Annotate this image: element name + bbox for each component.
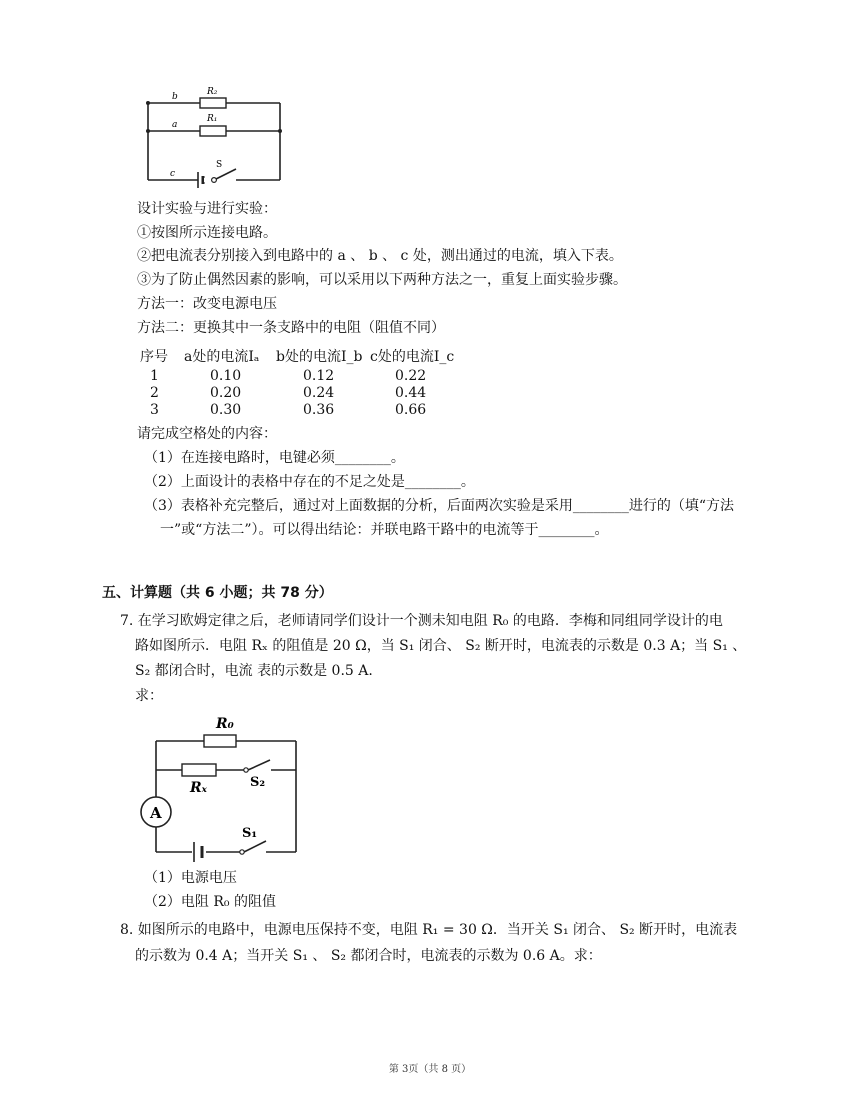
section-title: 五、计算题（共 6 小题；共 78 分） (102, 585, 333, 601)
table-cell: 3 (150, 402, 159, 418)
circuit-diagram-ohm (138, 712, 308, 862)
label-s1: S₁ (242, 826, 258, 841)
question-2: （2）上面设计的表格中存在的不足之处是________。 (144, 474, 475, 490)
table-cell: 2 (150, 385, 159, 401)
label-b: b (172, 92, 178, 102)
method-1: 方法一：改变电源电压 (137, 296, 277, 312)
step-1: ①按图所示连接电路。 (137, 225, 277, 241)
label-rx: Rₓ (190, 780, 207, 796)
q7-ask: 求： (135, 688, 163, 704)
resistor-r1 (200, 126, 226, 136)
q7-line2: 路如图所示．电阻 Rₓ 的阻值是 20 Ω，当 S₁ 闭合、 S₂ 断开时，电流表的示数是 0.3 A；当 S₁ 、 (135, 638, 747, 654)
label-r0: R₀ (216, 716, 234, 732)
table-cell: 0.20 (210, 385, 242, 401)
experiment-heading: 设计实验与进行实验： (137, 201, 277, 217)
table-header-ib: b处的电流I_b (276, 349, 363, 365)
table-cell: 0.30 (210, 402, 242, 418)
q8-line2: 的示数为 0.4 A；当开关 S₁ 、 S₂ 都闭合时，电流表的示数为 0.6 A。求： (135, 948, 602, 964)
q8-line1: 8. 如图所示的电路中，电源电压保持不变，电阻 R₁ = 30 Ω．当开关 S₁ 闭合、 S₂ 断开时，电流表 (120, 922, 738, 938)
table-cell: 1 (150, 368, 159, 384)
q7-line1: 7. 在学习欧姆定律之后，老师请同学们设计一个测未知电阻 R₀ 的电路．李梅和同组同学设计的电 (120, 613, 723, 629)
question-1: （1）在连接电路时，电键必须________。 (144, 450, 405, 466)
page-footer: 第 3页（共 8 页） (388, 1064, 472, 1075)
q7-line3: S₂ 都闭合时，电流 表的示数是 0.5 A. (135, 663, 373, 679)
table-cell: 0.24 (303, 385, 335, 401)
table-header-index: 序号 (140, 349, 168, 365)
circuit-diagram-parallel (140, 80, 300, 190)
fill-prompt: 请完成空格处的内容： (137, 426, 277, 442)
q7-sub1: （1）电源电压 (144, 870, 237, 886)
method-2: 方法二：更换其中一条支路中的电阻（阻值不同） (137, 320, 445, 336)
question-3-line1: （3）表格补充完整后，通过对上面数据的分析，后面两次实验是采用________进行的（填“方法 (144, 498, 735, 514)
question-3-line2: 一”或“方法二”）。可以得出结论：并联电路干路中的电流等于________。 (160, 522, 609, 538)
table-header-ic: c处的电流I_c (370, 349, 455, 365)
label-r2: R₂ (207, 87, 218, 97)
resistor-r0 (204, 735, 236, 747)
resistor-r2 (200, 98, 226, 108)
label-s: S (216, 160, 223, 170)
label-c: c (170, 169, 176, 179)
table-header-ia: a处的电流Iₐ (184, 349, 260, 365)
table-cell: 0.44 (395, 385, 427, 401)
label-s2: S₂ (250, 775, 266, 790)
table-cell: 0.22 (395, 368, 427, 384)
table-cell: 0.12 (303, 368, 335, 384)
ammeter-label: A (150, 804, 162, 822)
step-3: ③为了防止偶然因素的影响，可以采用以下两种方法之一，重复上面实验步骤。 (137, 272, 627, 288)
table-cell: 0.10 (210, 368, 242, 384)
label-r1: R₁ (207, 114, 218, 124)
q7-sub2: （2）电阻 R₀ 的阻值 (144, 894, 276, 910)
table-cell: 0.36 (303, 402, 335, 418)
step-2: ②把电流表分别接入到电路中的 a 、 b 、 c 处，测出通过的电流，填入下表。 (137, 248, 623, 264)
resistor-rx (182, 764, 216, 776)
table-cell: 0.66 (395, 402, 427, 418)
label-a: a (172, 120, 178, 130)
